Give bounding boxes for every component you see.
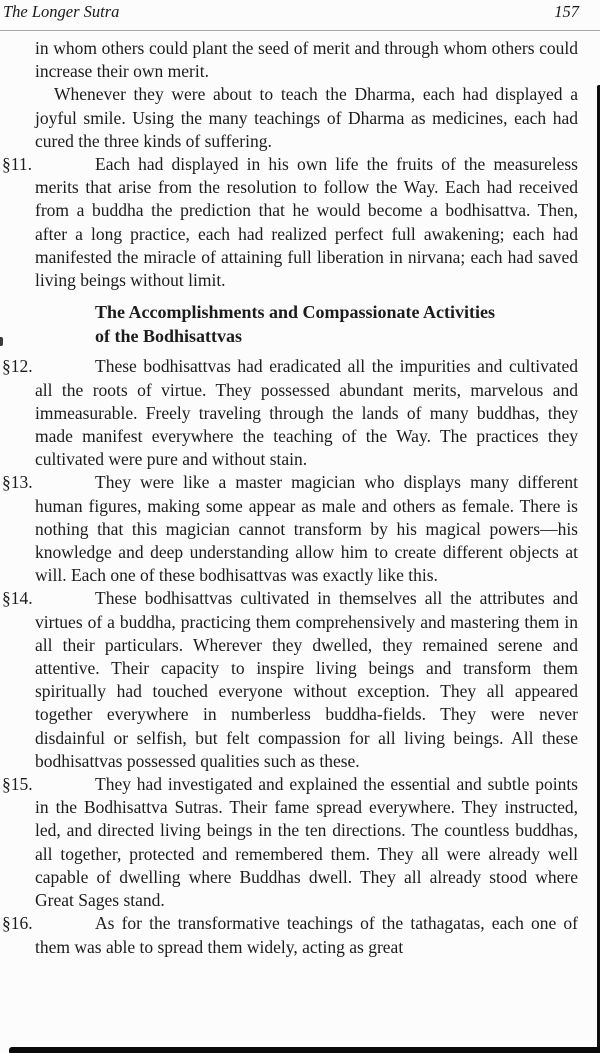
- paragraph-continuation: in whom others could plant the seed of merit and through whom others could increase their own merit.: [35, 38, 578, 82]
- section-text: These bodhisattvas had eradicated all the impurities and cultivated all the roots of virtue. They possessed abundant merits, marvelous and immeasurable. Freely traveling through the lands of many buddhas, they made manifest everywhere the teaching of the Way. The practices they cultivated were pure and without stain.: [35, 356, 578, 470]
- section-marker: §16.: [2, 913, 33, 934]
- running-header: [3, 2, 579, 22]
- section-13: [2, 471, 578, 587]
- scan-bottom-bar-artifact: [9, 1047, 600, 1053]
- paragraph: Whenever they were about to teach the Dharma, each had displayed a joyful smile. Using the many teachings of Dharma as medicines, each had cured the three kinds of suffering.: [35, 84, 578, 151]
- section-text: They were like a master magician who displays many different human figures, making some appear as male and others as female. There is nothing that this magician cannot transform by his magical powers—his knowledge and deep understanding allow him to create different objects at will. Each one of these bodhisattvas was exactly like this.: [35, 472, 578, 586]
- header-rule: [0, 30, 600, 31]
- section-15: [2, 773, 578, 912]
- section-heading: [95, 301, 578, 348]
- section-marker: §12.: [2, 356, 33, 377]
- scan-speck-artifact: [0, 337, 3, 346]
- page-body: [2, 37, 578, 959]
- section-text: As for the transformative teachings of the tathagatas, each one of them was able to spread them widely, acting as great: [35, 913, 578, 957]
- book-title: The Longer Sutra: [3, 2, 120, 21]
- section-marker: §11.: [2, 154, 32, 175]
- section-heading-line2: of the Bodhisattvas: [95, 325, 243, 346]
- section-text: These bodhisattvas cultivated in themselves all the attributes and virtues of a buddha, practicing them comprehensively and mastering them in all their particulars. Wherever they dwelled, they remained serene and attentive. Their capacity to inspire living beings and transform them spiritually had touched everyone without exception. They all appeared together everywhere in numberless buddha-fields. They were never disdainful or selfish, but felt compassion for all living beings. All these bodhisattvas possessed qualities such as these.: [35, 588, 578, 771]
- section-16: [2, 912, 578, 958]
- section-marker: §15.: [2, 774, 33, 795]
- section-14: [2, 587, 578, 773]
- section-marker: §14.: [2, 588, 33, 609]
- section-heading-line1: The Accomplishments and Compassionate Activities: [95, 302, 496, 323]
- section-text: They had investigated and explained the essential and subtle points in the Bodhisattva Sutras. Their fame spread everywhere. They instructed, led, and directed living beings in the ten directions. The countless buddhas, all together, protected and remembered them. They all were already well capable of dwelling where Buddhas dwell. They all already stood where Great Sages stand.: [35, 774, 578, 911]
- section-text: Each had displayed in his own life the fruits of the measureless merits that arise from the resolution to follow the Way. Each had received from a buddha the prediction that he would become a bodhisattva. Then, after a long practice, each had realized perfect full awakening; each had manifested the miracle of attaining full liberation in nirvana; each had saved living beings without limit.: [35, 154, 578, 291]
- page-number: 157: [554, 2, 579, 21]
- section-11: [2, 153, 578, 292]
- section-12: [2, 355, 578, 471]
- section-marker: §13.: [2, 472, 33, 493]
